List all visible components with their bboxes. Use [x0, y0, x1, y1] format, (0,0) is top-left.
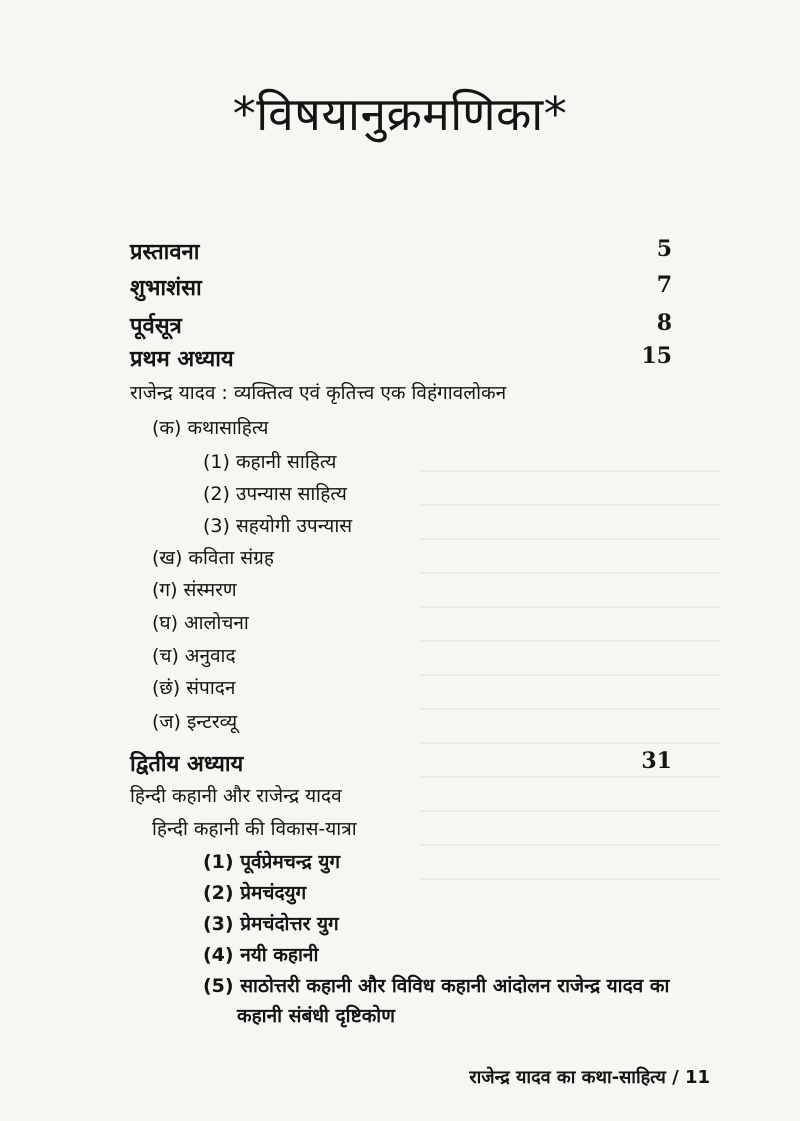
- section-row: [0, 674, 800, 710]
- section-item: (ज) इन्टरव्यू: [152, 711, 238, 733]
- section-ka: (क) कथासाहित्य: [152, 417, 269, 439]
- sub-item-row: [0, 480, 800, 516]
- running-footer: राजेन्द्र यादव का कथा-साहित्य / 11: [469, 1067, 710, 1088]
- sub-item-row: [0, 512, 800, 548]
- sub-item-continuation: कहानी संबंधी दृष्टिकोण: [237, 1005, 395, 1027]
- chapter-1-subtitle-row: [0, 379, 800, 415]
- chapter-2-heading: द्वितीय अध्याय: [130, 752, 244, 777]
- section-row: [0, 642, 800, 678]
- section-row: [0, 576, 800, 612]
- toc-entry-label: पूर्वसूत्र: [130, 314, 182, 339]
- toc-entry: [0, 272, 800, 308]
- section-item: (ग) संस्मरण: [152, 579, 237, 601]
- sub-item: (4) नयी कहानी: [203, 944, 319, 966]
- chapter-2-subtitle: हिन्दी कहानी और राजेन्द्र यादव: [130, 785, 342, 807]
- toc-entry-label: प्रस्तावना: [130, 240, 200, 265]
- section-row: [0, 544, 800, 580]
- toc-entry-page: 8: [656, 310, 672, 336]
- section-item: (ख) कविता संग्रह: [152, 547, 274, 569]
- chapter-2-section: हिन्दी कहानी की विकास-यात्रा: [152, 818, 357, 840]
- toc-entry-page: 5: [656, 236, 672, 262]
- sub-item: (1) कहानी साहित्य: [203, 451, 337, 473]
- chapter-1-heading: प्रथम अध्याय: [130, 347, 234, 372]
- sub-item: (3) प्रेमचंदोत्तर युग: [203, 913, 339, 935]
- sub-item-continuation-row: [0, 1002, 800, 1038]
- section-item: (छं) संपादन: [152, 677, 236, 699]
- chapter-1-page: 15: [641, 343, 672, 369]
- section-item: (च) अनुवाद: [152, 645, 236, 667]
- page-title: *विषयानुक्रमणिका*: [232, 87, 568, 141]
- section-row: [0, 708, 800, 744]
- chapter-1-subtitle: राजेन्द्र यादव : व्यक्तित्व एवं कृतित्त्व एक विहंगावलोकन: [130, 382, 507, 404]
- toc-chapter-1: [0, 343, 800, 379]
- sub-item: (3) सहयोगी उपन्यास: [203, 515, 353, 537]
- toc-chapter-2: [0, 748, 800, 784]
- sub-item-row: [0, 448, 800, 484]
- toc-entry: [0, 236, 800, 272]
- section-item: (घ) आलोचना: [152, 612, 249, 634]
- sub-item: (2) उपन्यास साहित्य: [203, 483, 347, 505]
- chapter-2-page: 31: [641, 748, 672, 774]
- section-row: [0, 414, 800, 450]
- sub-item: (5) साठोत्तरी कहानी और विविध कहानी आंदोलन राजेन्द्र यादव का: [203, 975, 670, 997]
- section-row: [0, 815, 800, 851]
- toc-entry-page: 7: [656, 272, 672, 298]
- chapter-2-subtitle-row: [0, 782, 800, 818]
- toc-entry-label: शुभाशंसा: [130, 276, 202, 301]
- toc-entry: [0, 310, 800, 346]
- section-row: [0, 609, 800, 645]
- sub-item: (1) पूर्वप्रेमचन्द्र युग: [203, 851, 341, 873]
- sub-item: (2) प्रेमचंदयुग: [203, 882, 307, 904]
